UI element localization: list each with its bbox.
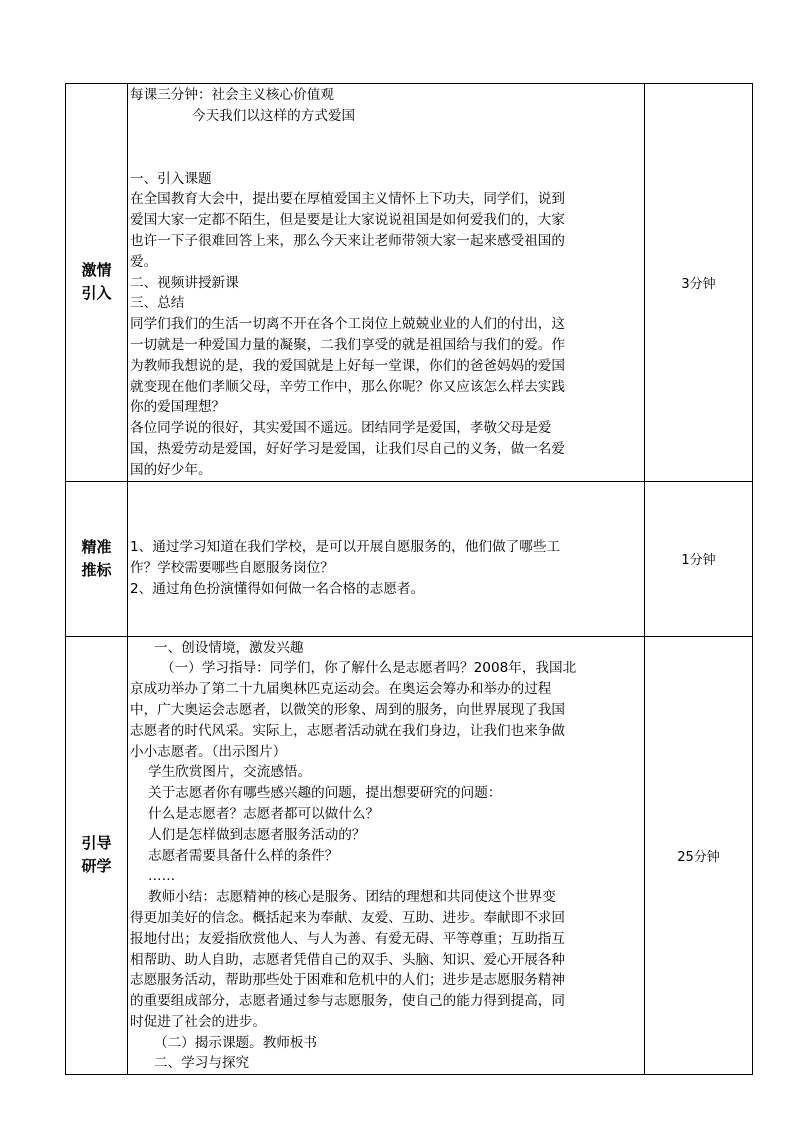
table-row xyxy=(66,84,753,482)
section-heading: 一、创设情境，激发兴趣 xyxy=(154,639,304,656)
objective-line: 作？学校需要哪些自愿服务岗位？ xyxy=(130,560,334,577)
lesson-plan-table xyxy=(65,83,753,1075)
stage-time: 25分钟 xyxy=(645,636,753,1075)
paragraph-line: 志愿者的时代风采。实际上，志愿者活动就在我们身边，让我们也来争做 xyxy=(130,722,565,739)
lesson-subtitle: 今天我们以这样的方式爱国 xyxy=(192,107,356,124)
paragraph-line: 中，广大奥运会志愿者，以微笑的形象、周到的服务，向世界展现了我国 xyxy=(130,701,565,718)
paragraph-line: 同学们我们的生活一切离不开在各个工岗位上兢兢业业的人们的付出，这 xyxy=(130,316,565,333)
paragraph-line: 爱。 xyxy=(130,253,158,270)
paragraph-line: 的重要组成部分，志愿者通过参与志愿服务，使自己的能力得到提高，同 xyxy=(130,993,565,1010)
section-heading: 二、视频讲授新课 xyxy=(130,274,239,291)
paragraph-line: 爱国大家一定都不陌生，但是要是让大家说说祖国是如何爱我们的，大家 xyxy=(130,212,565,229)
paragraph-line: （二）揭示课题。教师板书 xyxy=(154,1034,318,1051)
question-item: 什么是志愿者？志愿者都可以做什么？ xyxy=(148,805,380,822)
table-row xyxy=(66,481,753,636)
paragraph-line: 报地付出；友爱指欣赏他人、与人为善、有爱无碍、平等尊重；互助指互 xyxy=(130,930,565,947)
stage-time: 1分钟 xyxy=(645,481,753,636)
paragraph-line: 你的爱国理想？ xyxy=(130,399,226,416)
question-item: 人们是怎样做到志愿者服务活动的？ xyxy=(148,826,366,843)
stage-content xyxy=(128,481,645,636)
paragraph-line: 就变现在他们孝顺父母，辛劳工作中，那么你呢？你又应该怎么样去实践 xyxy=(130,378,565,395)
stage-label-line: 研学 xyxy=(81,857,112,876)
stage-label xyxy=(66,84,128,482)
paragraph-line: 各位同学说的很好，其实爱国不遥远。团结同学是爱国，孝敬父母是爱 xyxy=(130,420,552,437)
paragraph-line: 得更加美好的信念。概括起来为奉献、友爱、互助、进步。奉献即不求回 xyxy=(130,909,565,926)
paragraph-line: 国的好少年。 xyxy=(130,461,212,478)
section-heading: 二、学习与探究 xyxy=(154,1055,250,1072)
stage-label-line: 推标 xyxy=(81,560,112,579)
question-item: 志愿者需要具备什么样的条件？ xyxy=(148,847,339,864)
paragraph-line: 学生欣赏图片，交流感悟。 xyxy=(148,764,312,781)
paragraph-line: 志愿服务活动，帮助那些处于困难和危机中的人们；进步是志愿服务精神 xyxy=(130,972,565,989)
paragraph-line: 教师小结：志愿精神的核心是服务、团结的理想和共同使这个世界变 xyxy=(148,889,556,906)
objective-line: 2、通过角色扮演懂得如何做一名合格的志愿者。 xyxy=(130,580,425,597)
paragraph-line: 小小志愿者。（出示图片） xyxy=(130,743,287,760)
paragraph-line: 时促进了社会的进步。 xyxy=(130,1013,266,1030)
stage-label xyxy=(66,636,128,1075)
stage-label-line: 引入 xyxy=(81,284,112,303)
objective-line: 1、通过学习知道在我们学校，是可以开展自愿服务的，他们做了哪些工 xyxy=(130,539,561,556)
paragraph-line: 一切就是一种爱国力量的凝聚，二我们享受的就是祖国给与我们的爱。作 xyxy=(130,336,565,353)
paragraph-line: （一）学习指导：同学们，你了解什么是志愿者吗？2008年，我国北 xyxy=(161,660,577,677)
stage-label xyxy=(66,481,128,636)
paragraph-line: 在全国教育大会中，提出要在厚植爱国主义情怀上下功夫，同学们，说到 xyxy=(130,191,565,208)
paragraph-line: 国，热爱劳动是爱国，好好学习是爱国，让我们尽自己的义务，做一名爱 xyxy=(130,440,565,457)
stage-content xyxy=(128,84,645,482)
question-item: …… xyxy=(148,868,176,885)
paragraph-line: 关于志愿者你有哪些感兴趣的问题，提出想要研究的问题： xyxy=(148,785,502,802)
stage-label-line: 激情 xyxy=(81,261,112,280)
stage-content xyxy=(128,636,645,1075)
paragraph-line: 也许一下子很难回答上来，那么今天来让老师带领大家一起来感受祖国的 xyxy=(130,232,565,249)
table-row xyxy=(66,636,753,1075)
section-heading: 三、总结 xyxy=(130,295,185,312)
section-heading: 一、引入课题 xyxy=(130,170,212,187)
paragraph-line: 京成功举办了第二十九届奥林匹克运动会。在奥运会筹办和举办的过程 xyxy=(130,681,552,698)
paragraph-line: 相帮助、助人自助，志愿者凭借自己的双手、头脑、知识、爱心开展各种 xyxy=(130,951,565,968)
lesson-title: 每课三分钟：社会主义核心价值观 xyxy=(130,87,334,103)
paragraph-line: 为教师我想说的是，我的爱国就是上好每一堂课，你们的爸爸妈妈的爱国 xyxy=(130,357,565,374)
stage-time: 3分钟 xyxy=(645,84,753,482)
stage-label-line: 精准 xyxy=(81,537,112,556)
stage-label-line: 引导 xyxy=(81,834,112,853)
